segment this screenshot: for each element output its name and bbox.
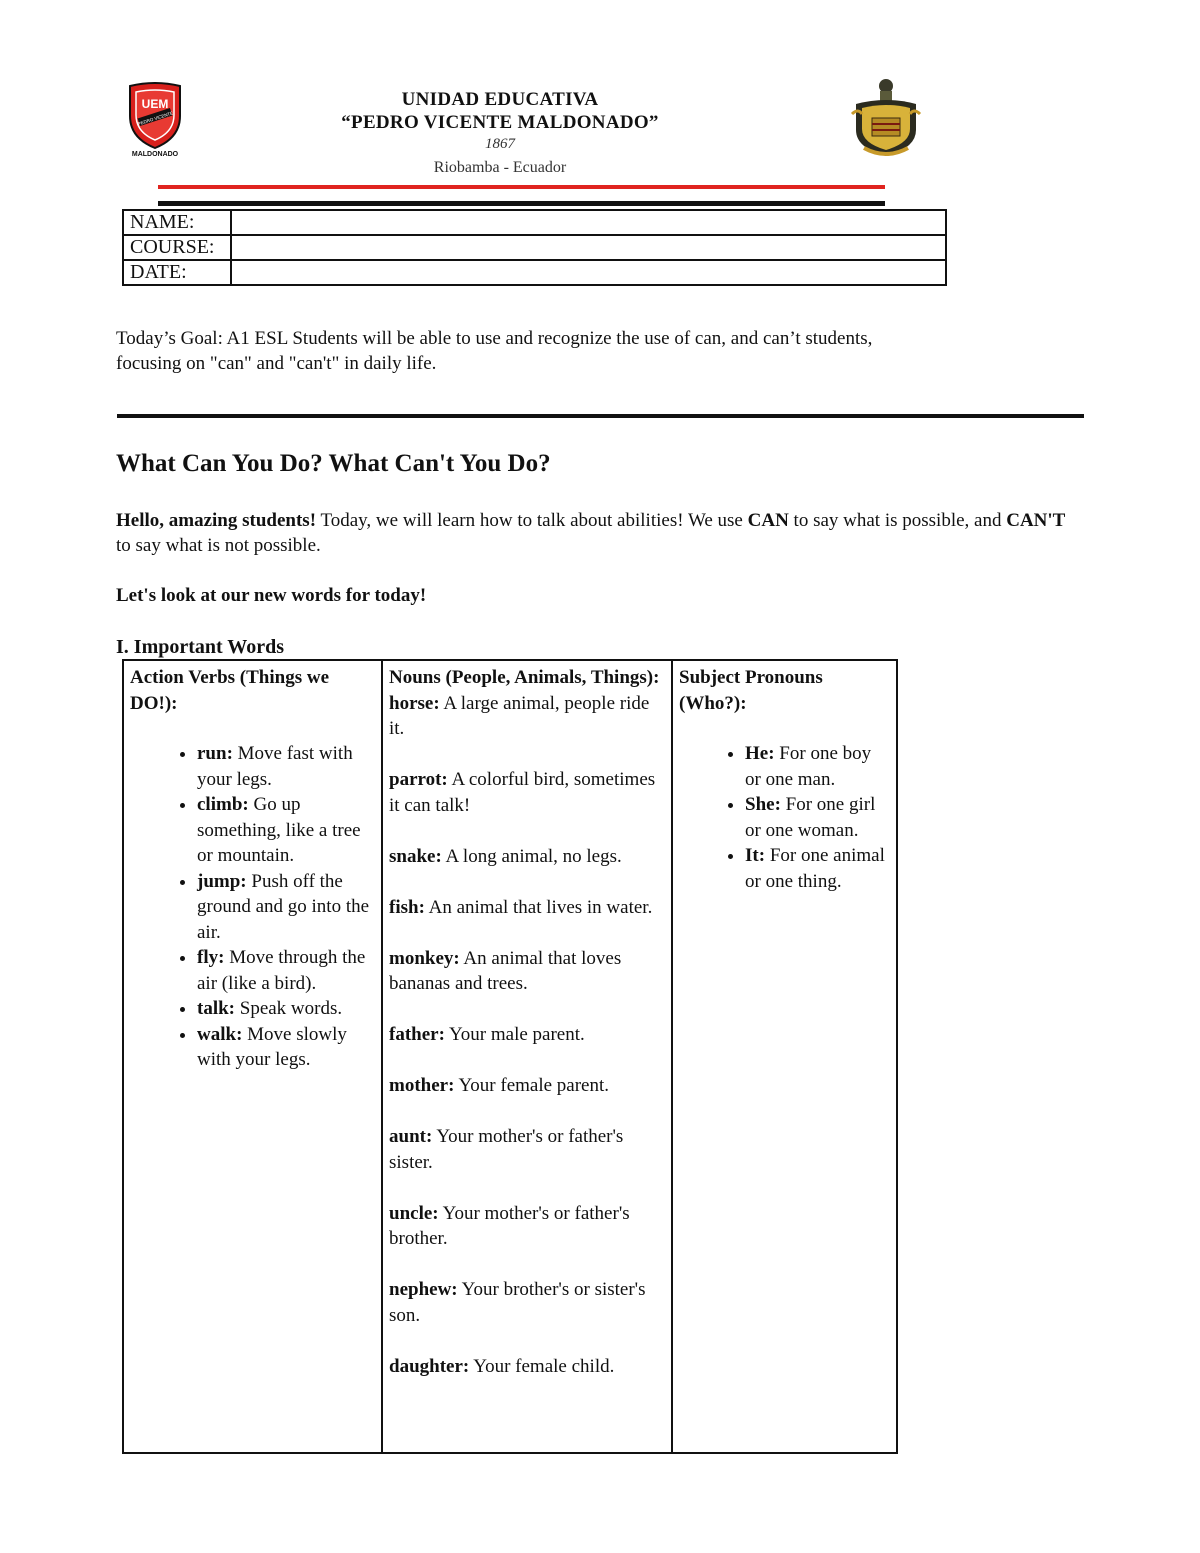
intro-text-1: Today, we will learn how to talk about abilities! We use [316, 510, 748, 531]
school-founded-year: 1867 [485, 136, 515, 152]
intro-can: CAN [747, 510, 789, 531]
todays-goal [116, 326, 1046, 376]
noun-term: uncle: [389, 1202, 439, 1224]
noun-definition: An animal that loves bananas and trees. [389, 947, 622, 994]
verb-term: fly: [197, 947, 225, 968]
list-item [389, 1073, 665, 1099]
school-location: Riobamba - Ecuador [433, 159, 567, 176]
pronouns-list [679, 741, 890, 894]
coat-of-arms-logo [850, 74, 922, 158]
noun-term: nephew: [389, 1279, 458, 1300]
intro-greeting: Hello, amazing students! [116, 510, 317, 531]
noun-term: parrot: [389, 769, 448, 790]
noun-term: fish: [389, 896, 425, 918]
noun-definition: An animal that lives in water. [424, 896, 653, 918]
noun-definition: Your brother's or sister's son. [389, 1279, 646, 1326]
school-shield-logo [126, 82, 184, 158]
verb-definition: Move fast with your legs. [197, 743, 353, 790]
pronoun-term: It: [745, 845, 766, 866]
pronouns-column [673, 661, 896, 1452]
verb-definition: Speak words. [235, 998, 343, 1019]
intro-text-2: to say what is possible, and [788, 510, 1007, 531]
noun-definition: Your mother's or father's sister. [389, 1126, 624, 1173]
list-item [389, 1124, 665, 1175]
student-info-table [122, 209, 947, 286]
pronoun-definition: For one girl or one woman. [745, 794, 876, 841]
list-item [745, 792, 890, 843]
date-label: DATE: [123, 260, 231, 285]
look-at-words: Let's look at our new words for today! [116, 585, 427, 606]
list-item [197, 741, 375, 792]
list-item [389, 1201, 665, 1252]
noun-term: monkey: [389, 947, 460, 969]
verb-definition: Go up something, like a tree or mountain. [197, 794, 361, 866]
section-title: I. Important Words [116, 636, 284, 658]
vocabulary-table [122, 659, 898, 1454]
noun-term: daughter: [389, 1355, 470, 1377]
list-item [197, 869, 375, 946]
list-item [389, 1277, 665, 1328]
list-item [389, 946, 665, 997]
noun-definition: Your female child. [469, 1355, 615, 1377]
list-item [197, 996, 375, 1022]
pronoun-term: She: [745, 794, 781, 815]
pronoun-term: He: [745, 743, 775, 764]
noun-term: aunt: [389, 1126, 433, 1147]
info-row-date [123, 260, 946, 285]
pronouns-header: Subject Pronouns (Who?): [679, 667, 823, 714]
school-name-line1: UNIDAD EDUCATIVA [401, 89, 599, 110]
goal-line-2: focusing on "can" and "can't" in daily life. [116, 353, 437, 374]
noun-definition: Your male parent. [444, 1024, 585, 1045]
logo-text-band: PEDRO VICENTE [137, 110, 174, 127]
nouns-column [383, 661, 673, 1452]
verb-definition: Move slowly with your legs. [197, 1023, 347, 1070]
nouns-header: Nouns (People, Animals, Things): [389, 667, 660, 688]
verbs-column [124, 661, 383, 1452]
noun-definition: A long animal, no legs. [441, 845, 622, 867]
list-item [197, 945, 375, 996]
noun-definition: Your female parent. [454, 1075, 610, 1096]
pronoun-definition: For one animal or one thing. [745, 845, 885, 892]
goal-line-1: Today’s Goal: A1 ESL Students will be able to use and recognize the use of can, and can’t students, [116, 328, 873, 349]
noun-definition: A colorful bird, sometimes it can talk! [389, 769, 656, 816]
date-field[interactable] [231, 260, 946, 285]
verb-term: run: [197, 743, 233, 764]
name-field[interactable] [231, 210, 946, 235]
logo-text-top: UEM [141, 97, 169, 111]
verbs-list [130, 741, 375, 1073]
noun-definition: Your mother's or father's brother. [389, 1202, 630, 1249]
name-label: NAME: [123, 210, 231, 235]
section-divider [117, 414, 1084, 418]
verb-definition: Push off the ground and go into the air. [197, 870, 370, 943]
list-item [389, 691, 665, 742]
intro-cant: CAN'T [1006, 510, 1066, 531]
page-title: What Can You Do? What Can't You Do? [116, 450, 551, 477]
course-field[interactable] [231, 235, 946, 260]
list-item [745, 843, 890, 894]
info-row-course [123, 235, 946, 260]
intro-paragraph [116, 508, 1076, 558]
school-name-line2: “PEDRO VICENTE MALDONADO” [341, 112, 659, 133]
list-item [389, 844, 665, 870]
verb-term: climb: [197, 794, 249, 815]
list-item [389, 1354, 665, 1380]
list-item [389, 895, 665, 921]
verb-definition: Move through the air (like a bird). [197, 947, 366, 994]
list-item [389, 1022, 665, 1048]
list-item [389, 767, 665, 818]
header-divider-red [158, 185, 885, 189]
info-row-name [123, 210, 946, 235]
verb-term: jump: [197, 870, 247, 892]
list-item [745, 741, 890, 792]
noun-term: snake: [389, 845, 442, 867]
verb-term: talk: [197, 998, 235, 1019]
list-item [197, 792, 375, 869]
header-divider-black [158, 201, 885, 206]
course-label: COURSE: [123, 235, 231, 260]
noun-term: father: [389, 1024, 445, 1045]
verb-term: walk: [197, 1023, 243, 1045]
pronoun-definition: For one boy or one man. [745, 743, 872, 790]
list-item [197, 1022, 375, 1073]
verbs-header: Action Verbs (Things we DO!): [130, 667, 329, 714]
noun-definition: A large animal, people ride it. [389, 692, 650, 739]
logo-caption: MALDONADO [131, 151, 179, 158]
intro-text-3: to say what is not possible. [116, 535, 321, 556]
noun-term: mother: [389, 1075, 455, 1096]
noun-term: horse: [389, 692, 440, 714]
